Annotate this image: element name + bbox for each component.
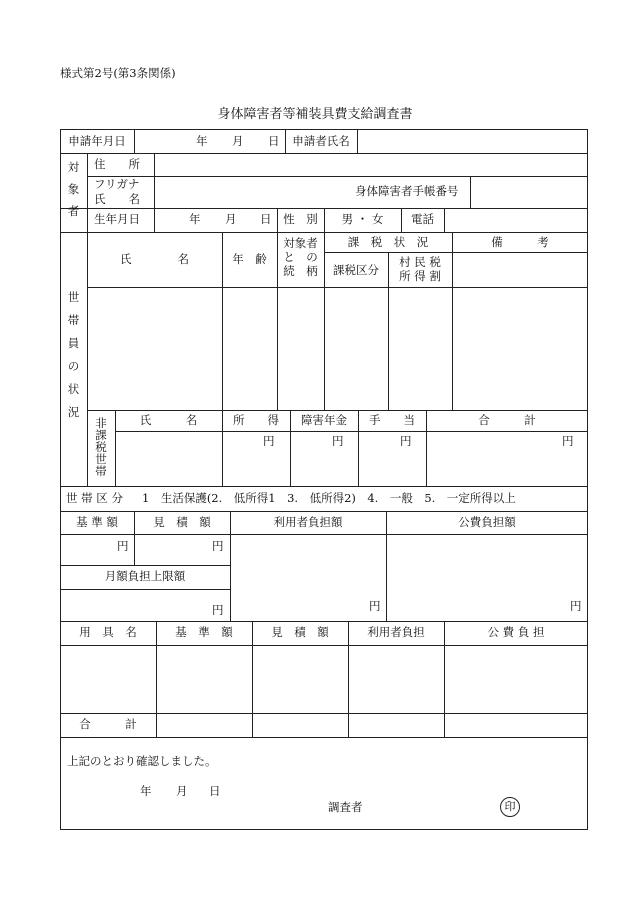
application-date-label: 申請年月日 <box>68 134 126 148</box>
public-burden-header: 公費負担額 <box>458 515 516 529</box>
confirmation-text: 上記のとおり確認しました。 <box>67 754 217 768</box>
subject-label: 対 象 者 <box>67 160 80 218</box>
item-name-header: 用 具 名 <box>79 625 137 639</box>
items-entry-area[interactable] <box>61 646 587 712</box>
sex-label: 性 別 <box>283 212 318 226</box>
estimate-amount-yen: 円 <box>212 539 224 553</box>
application-month-label: 月 <box>232 134 244 148</box>
birth-month-label: 月 <box>225 212 237 226</box>
application-day-label: 日 <box>268 134 280 148</box>
birth-day-label: 日 <box>260 212 272 226</box>
non-taxable-total-yen: 円 <box>562 434 574 448</box>
furigana-label: フリガナ <box>94 177 140 191</box>
phone-field[interactable] <box>445 209 587 231</box>
applicant-name-field[interactable] <box>358 130 587 152</box>
household-class-label: 世 帯 区 分 <box>66 491 123 505</box>
birthdate-label: 生年月日 <box>94 212 140 226</box>
non-taxable-total-header: 合 計 <box>478 413 536 427</box>
household-name-header: 氏 名 <box>120 252 189 266</box>
item-estimate-header: 見 積 額 <box>271 625 329 639</box>
allowance-header: 手 当 <box>369 413 415 427</box>
monthly-limit-label: 月額負担上限額 <box>104 569 186 583</box>
handbook-number-label: 身体障害者手帳番号 <box>355 184 459 198</box>
confirm-year-label: 年 <box>140 784 152 798</box>
non-taxable-name-header: 氏 名 <box>139 413 198 427</box>
public-burden-yen: 円 <box>570 599 582 613</box>
allowance-yen: 円 <box>400 434 412 448</box>
household-members-area[interactable] <box>88 288 587 409</box>
form-number: 様式第2号(第3条関係) <box>60 66 176 80</box>
applicant-name-label: 申請者氏名 <box>292 134 350 148</box>
monthly-limit-yen: 円 <box>212 603 224 617</box>
investigator-label: 調査者 <box>328 800 363 814</box>
page-title: 身体障害者等補装具費支給調査書 <box>217 107 413 122</box>
item-standard-header: 基 準 額 <box>175 625 233 639</box>
confirm-month-label: 月 <box>176 784 188 798</box>
income-yen: 円 <box>263 434 275 448</box>
handbook-number-field[interactable] <box>471 177 587 207</box>
user-burden-yen: 円 <box>369 599 381 613</box>
item-user-burden-header: 利用者負担 <box>367 625 425 639</box>
pension-header: 障害年金 <box>301 413 347 427</box>
household-class-options[interactable]: 1 生活保護(2. 低所得1 3. 低所得2) 4. 一般 5. 一定所得以上 <box>142 491 516 505</box>
items-total-label: 合 計 <box>79 717 137 731</box>
household-age-header: 年 齢 <box>232 252 267 266</box>
household-label: 世 帯 員 の 状 況 <box>67 290 80 419</box>
standard-amount-header: 基 準 額 <box>76 515 118 529</box>
seal-stamp: 印 <box>500 797 520 817</box>
confirm-day-label: 日 <box>209 784 221 798</box>
income-header: 所 得 <box>233 413 279 427</box>
municipal-tax-header: 村 民 税 所 得 割 <box>399 255 441 283</box>
birth-year-label: 年 <box>189 212 201 226</box>
phone-label: 電話 <box>411 212 434 226</box>
address-label: 住 所 <box>94 157 140 171</box>
sex-options[interactable]: 男 ・ 女 <box>341 212 384 226</box>
standard-amount-yen: 円 <box>117 539 129 553</box>
application-year-label: 年 <box>196 134 208 148</box>
estimate-amount-header: 見 積 額 <box>153 515 211 529</box>
pension-yen: 円 <box>332 434 344 448</box>
address-field[interactable] <box>155 154 587 176</box>
tax-status-header: 課 税 状 況 <box>347 235 429 249</box>
item-public-burden-header: 公 費 負 担 <box>487 625 545 639</box>
name-label: 氏 名 <box>94 192 140 206</box>
tax-class-header: 課税区分 <box>333 263 379 277</box>
household-relation-header: 対象者 と の 続 柄 <box>283 236 318 278</box>
remarks-header: 備 考 <box>491 235 549 249</box>
non-taxable-label: 非 課 税 世 帯 <box>95 416 107 478</box>
user-burden-header: 利用者負担額 <box>273 515 343 529</box>
